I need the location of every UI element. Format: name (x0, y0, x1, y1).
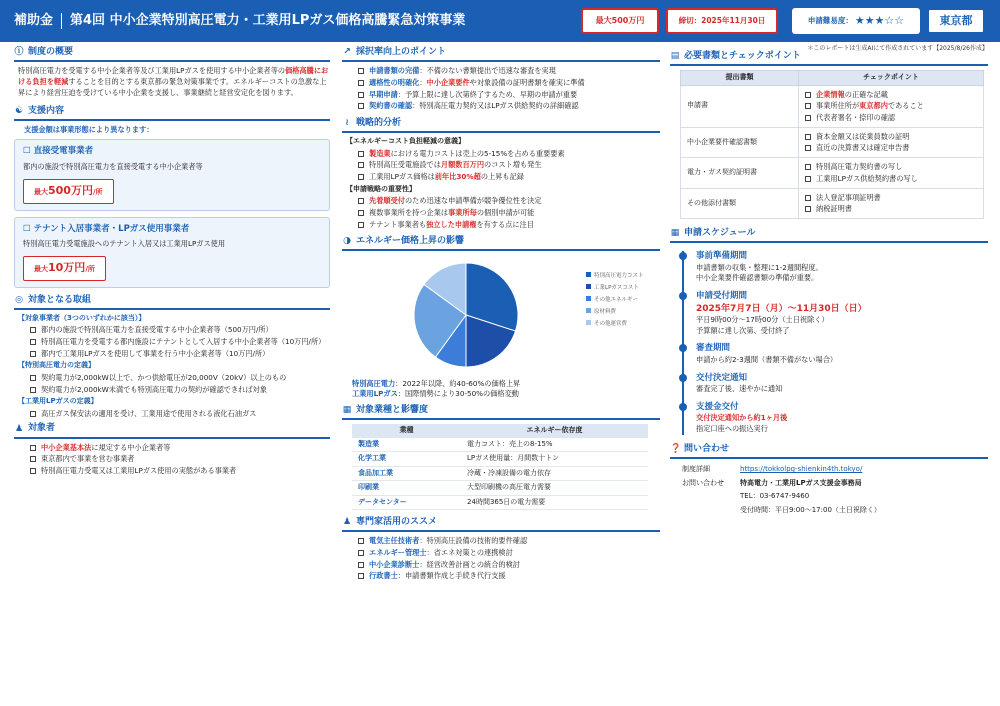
schedule-step: 審査期間 申請から約2-3週間（書類不備がない場合） (696, 343, 988, 365)
industry-col-1: 業種 (352, 424, 461, 437)
strategy-sub-1: 【エネルギーコスト負担軽減の意義】 (346, 137, 465, 146)
info-icon: ⓘ (14, 47, 24, 58)
target-icon: ◎ (15, 294, 23, 305)
pie-chart (342, 255, 660, 375)
table-row: 申請書 企業情報の正確な記載 事業所住所が東京都内であること 代表者署名・捺印の確認 (681, 85, 984, 127)
users-icon: ♟ (14, 423, 24, 434)
support-heading: ☯ 支援内容 (14, 105, 330, 121)
industry-heading: ▦ 対象業種と影響度 (342, 404, 660, 420)
list-item: 適格性の明確化：中小企業要件や対象設備の証明書類を確実に準備 (358, 78, 660, 88)
legend-label: 特別高圧電力コスト (594, 273, 644, 280)
pie-icon: ◑ (343, 236, 351, 247)
table-row: その他添付書類 法人登記事項証明書 納税証明書 (681, 188, 984, 218)
list-item: 早期申請：予算上限に達し次第終了するため、早期の申請が重要 (358, 90, 660, 100)
contact-heading: ❓ 問い合わせ (670, 443, 988, 459)
user-tie-icon: ♟ (342, 517, 352, 528)
docs-col-1: 提出書類 (681, 71, 799, 85)
legend-swatch (586, 320, 591, 325)
list-item: 都内の施設で特別高圧電力を直接受電する中小企業者等（500万円/所） (30, 325, 330, 335)
ai-note: ＊このレポートは生成AIにて作成されています【2025/8/26作成】 (807, 45, 988, 52)
list-item: 工業用LPガス価格は前年比30%超の上昇も記録 (358, 172, 660, 182)
header-bar (0, 0, 1000, 42)
list-item: 契約電力が2,000kW以上で、かつ供給電圧が20,000V（20kV）以上のもの (30, 373, 330, 383)
schedule-heading: ▦ 申請スケジュール (670, 227, 988, 243)
max-amount-badge: 最大500万円 (581, 8, 659, 34)
legend-swatch (586, 296, 591, 301)
schedule-step: 交付決定通知 審査完了後、速やかに通知 (696, 373, 988, 395)
factory-icon: ▦ (342, 405, 352, 416)
clipboard-icon: ▤ (670, 51, 680, 62)
question-icon: ❓ (670, 444, 682, 455)
target-sub-2: 【特別高圧電力の定義】 (18, 361, 95, 370)
list-item: 高圧ガス保安法の適用を受け、工業用途で使用される液化石油ガス (30, 409, 330, 419)
target-act-heading: ◎ 対象となる取組 (14, 294, 330, 310)
legend-swatch (586, 308, 591, 313)
target-sub-1: 【対象事業者（3つのいずれかに該当）】 (18, 313, 146, 322)
list-item: エネルギー管理士：省エネ対策との連携検討 (358, 548, 660, 558)
table-row: 印刷業 大型印刷機の高圧電力需要 (352, 481, 648, 495)
industry-col-2: エネルギー依存度 (461, 424, 648, 437)
points-heading: ↗ 採択率向上のポイント (342, 46, 660, 62)
contact-table: 制度詳細 https://tokkolpg-shienkin4th.tokyo/ お問い合わせ 特高電力・工業用LPガス支援金事務局 TEL：03-6747-9460 受付時間：平日9:00〜17:00（土日祝除く） (676, 463, 976, 517)
list-item: 電気主任技術者：特別高圧設備の技術的要件確認 (358, 536, 660, 546)
table-row: 製造業 電力コスト：売上の8-15% (352, 438, 648, 452)
list-item: 製造業における電力コストは売上の5-15%を占める重要要素 (358, 149, 660, 159)
docs-table (680, 70, 984, 219)
schedule-timeline (682, 251, 988, 435)
list-item: 都内で工業用LPガスを使用して事業を行う中小企業者等（10万円/所） (30, 349, 330, 359)
list-item: 契約書の確認：特別高圧電力契約又はLPガス供給契約の詳細確認 (358, 101, 660, 111)
support-box-tenant-desc: 特別高圧電力受電施設へのテナント入居又は工業用LPガス使用 (23, 239, 226, 249)
contact-link[interactable]: https://tokkolpg-shienkin4th.tokyo/ (740, 465, 863, 474)
docs-heading: ▤ 必要書類とチェックポイント (670, 50, 988, 66)
difficulty-badge: 申請難易度： ★★★☆☆ (792, 8, 920, 34)
right-column (670, 46, 988, 517)
legend-swatch (586, 284, 591, 289)
list-item: 中小企業診断士：経営改善計画との統合的検討 (358, 560, 660, 570)
contact-phone: TEL：03-6747-9460 (740, 492, 810, 501)
table-row: データセンター 24時間365日の電力需要 (352, 495, 648, 509)
experts-heading: ♟ 専門家活用のススメ (342, 516, 660, 532)
legend-label: 工業LPガスコスト (594, 285, 639, 292)
region-badge: 東京都 (927, 8, 985, 34)
legend-label: 原材料費 (594, 309, 617, 316)
strategy-sub-2: 【申請戦略の重要性】 (346, 184, 416, 193)
calendar-icon: ▦ (670, 228, 680, 239)
list-item: 先着順受付のため迅速な申請準備が競争優位性を決定 (358, 196, 660, 206)
list-item: テナント事業者も独立した申請権を有する点に注目 (358, 220, 660, 230)
list-item: 特別高圧電力を受電する都内施設にテナントとして入居する中小企業者等（10万円/所） (30, 337, 330, 347)
table-row: 化学工業 LPガス使用量：月間数十トン (352, 452, 648, 466)
support-box-tenant (14, 217, 330, 288)
overview-heading: ⓘ 制度の概要 (14, 46, 330, 62)
amount-10: 最大10万円/所 (23, 256, 106, 281)
list-item: 契約電力が2,000kW未満でも特別高圧電力の契約が確認できれば対象 (30, 385, 330, 395)
eligible-heading: ♟ 対象者 (14, 422, 330, 438)
list-item: 特別高圧受電施設では月額数百万円のコスト増も発生 (358, 160, 660, 170)
schedule-step: 申請受付期間 2025年7月7日（月）〜11月30日（日） 平日9時00分〜17時00分（土日祝除く） 予算額に達し次第、受付終了 (696, 291, 988, 336)
amount-500: 最大500万円/所 (23, 179, 114, 204)
schedule-step: 支援金交付 交付決定通知から約1ヶ月後 指定口座への振込実行 (696, 402, 988, 435)
list-item: 複数事業所を持つ企業は事業所毎の個別申請が可能 (358, 208, 660, 218)
table-row: 食品加工業 冷蔵・冷凍設備の電力依存 (352, 466, 648, 480)
table-row: 中小企業要件確認書類 資本金額又は従業員数の証明 直近の決算書又は確定申告書 (681, 127, 984, 157)
support-box-direct-desc: 都内の施設で特別高圧電力を直接受電する中小企業者等 (23, 161, 203, 171)
chart-note-2: 工業用LPガス：国際情勢により30-50%の価格変動 (352, 389, 519, 399)
list-item: 東京都内で事業を営む事業者 (30, 454, 330, 464)
support-box-direct-title: ☐ 直接受電事業者 (23, 146, 94, 157)
trend-up-icon: ↗ (343, 47, 351, 58)
legend-label: その他運営費 (594, 321, 628, 328)
overview-text: 特別高圧電力を受電する中小企業者等及び工業用LPガスを使用する中小企業者等の価格高騰における負担を軽減することを目的とする東京都の緊急対策事業です。エネルギーコストの急激な上昇により経営圧迫を受けている中小企業を支援し、事業継続と経営安定化を図ります。 (18, 66, 329, 97)
support-lead: 支援金額は事業形態により異なります： (24, 124, 154, 134)
docs-col-2: チェックポイント (799, 71, 984, 85)
chart-line-icon: ≀ (345, 118, 349, 129)
difficulty-stars: ★★★☆☆ (854, 13, 905, 27)
middle-column (342, 46, 660, 583)
list-item: 特別高圧電力受電又は工業用LPガス使用の実態がある事業者 (30, 466, 330, 476)
target-sub-3: 【工業用LPガスの定義】 (18, 397, 98, 406)
page-title: 補助金 第4回 中小企業特別高圧電力・工業用LPガス価格高騰緊急対策事業 (14, 13, 466, 29)
industry-table (352, 424, 648, 510)
list-item: 申請書類の完備：不備のない書類提出で迅速な審査を実現 (358, 66, 660, 76)
chart-note-1: 特別高圧電力：2022年以降、約40-60%の価格上昇 (352, 378, 521, 388)
list-item: 行政書士：申請書類作成と手続き代行支援 (358, 571, 660, 581)
support-box-direct (14, 139, 330, 210)
legend-label: その他エネルギー (594, 297, 639, 304)
chart-heading: ◑ エネルギー価格上昇の影響 (342, 235, 660, 251)
contact-hours: 受付時間：平日9:00〜17:00（土日祝除く） (740, 505, 881, 514)
table-row: 電力・ガス契約証明書 特別高圧電力契約書の写し 工業用LPガス供給契約書の写し (681, 158, 984, 188)
left-column (14, 46, 330, 478)
schedule-step: 事前準備期間 申請書類の収集・整理に1-2週間程度。 中小企業要件確認書類の準備が重要。 (696, 251, 988, 284)
legend-swatch (586, 272, 591, 277)
support-box-tenant-title: ☐ テナント入居事業者・LPガス使用事業者 (23, 223, 190, 234)
deadline-badge: 締切：2025年11月30日 (666, 8, 778, 34)
handshake-icon: ☯ (14, 105, 24, 116)
list-item: 中小企業基本法に規定する中小企業者等 (30, 443, 330, 453)
strategy-heading: ≀ 戦略的分析 (342, 117, 660, 133)
